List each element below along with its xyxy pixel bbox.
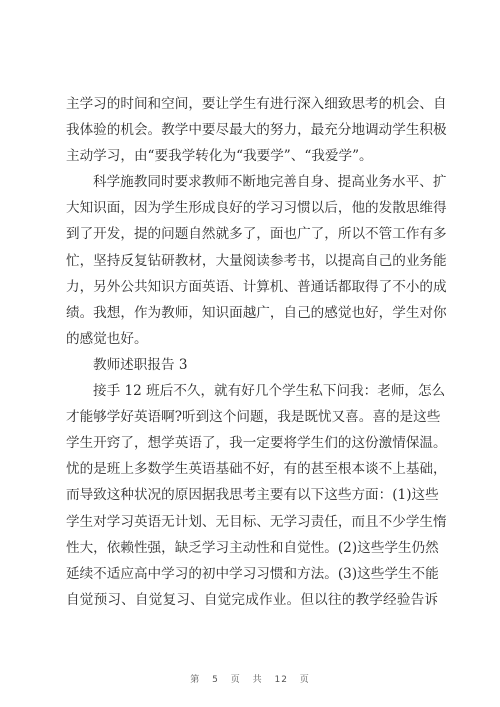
text-line: 忙，坚持反复钻研教材，大量阅读参考书，以提高自己的业务能 xyxy=(66,252,447,269)
text-line: 才能够学好英语啊?听到这个问题，我是既忧又喜。喜的是这些 xyxy=(66,409,441,426)
footer-di: 第 xyxy=(190,675,201,685)
page-number: 5 xyxy=(212,675,219,685)
document-body xyxy=(66,91,447,613)
text-line: 到了开发，提的问题自然就多了，面也广了，所以不管工作有多 xyxy=(66,226,447,243)
footer-ye: 页 xyxy=(230,675,241,685)
text-line: 科学施教同时要求教师不断地完善自身、提高业务水平、扩 xyxy=(93,174,447,191)
footer-ye-2: 页 xyxy=(299,675,310,685)
paragraph-1 xyxy=(66,91,447,169)
footer-gong: 共 xyxy=(252,675,263,685)
text-line: 接手 12 班后不久，就有好几个学生私下问我：老师，怎么 xyxy=(93,383,446,400)
text-line: 力，另外公共知识方面英语、计算机、普通话都取得了不小的成 xyxy=(66,278,447,295)
paragraph-3 xyxy=(66,378,447,613)
text-line: 忧的是班上多数学生英语基础不好，有的甚至根本谈不上基础， xyxy=(66,461,447,478)
paragraph-2 xyxy=(66,169,447,352)
text-line: 自觉预习、自觉复习、自觉完成作业。但以往的教学经验告诉 xyxy=(66,591,438,608)
section-heading: 教师述职报告 3 xyxy=(93,356,188,373)
text-line: 的感觉也好。 xyxy=(66,330,148,347)
text-line: 主学习的时间和空间，要让学生有进行深入细致思考的机会、自 xyxy=(66,96,447,112)
text-line: 大知识面，因为学生形成良好的学习习惯以后，他的发散思维得 xyxy=(66,200,447,217)
text-line: 性大，依赖性强，缺乏学习主动性和自觉性。(2)这些学生仍然 xyxy=(66,539,439,556)
text-line: 学生开窍了，想学英语了，我一定要将学生们的这份激情保温。 xyxy=(66,435,447,452)
text-line: 学生对学习英语无计划、无目标、无学习责任，而且不少学生惰 xyxy=(66,513,447,530)
total-pages: 12 xyxy=(274,675,288,685)
text-line: 绩。我想，作为教师，知识面越广，自己的感觉也好，学生对你 xyxy=(66,304,447,321)
text-line: 延续不适应高中学习的初中学习习惯和方法。(3)这些学生不能 xyxy=(66,565,439,582)
text-line: 而导致这种状况的原因据我思考主要有以下这些方面：(1)这些 xyxy=(66,487,439,504)
text-line: 主动学习，由“要我学转化为“我要学”、“我爱学”。 xyxy=(66,148,373,165)
page-footer xyxy=(0,672,500,685)
text-line: 我体验的机会。教学中要尽最大的努力，最充分地调动学生积极 xyxy=(66,122,447,139)
